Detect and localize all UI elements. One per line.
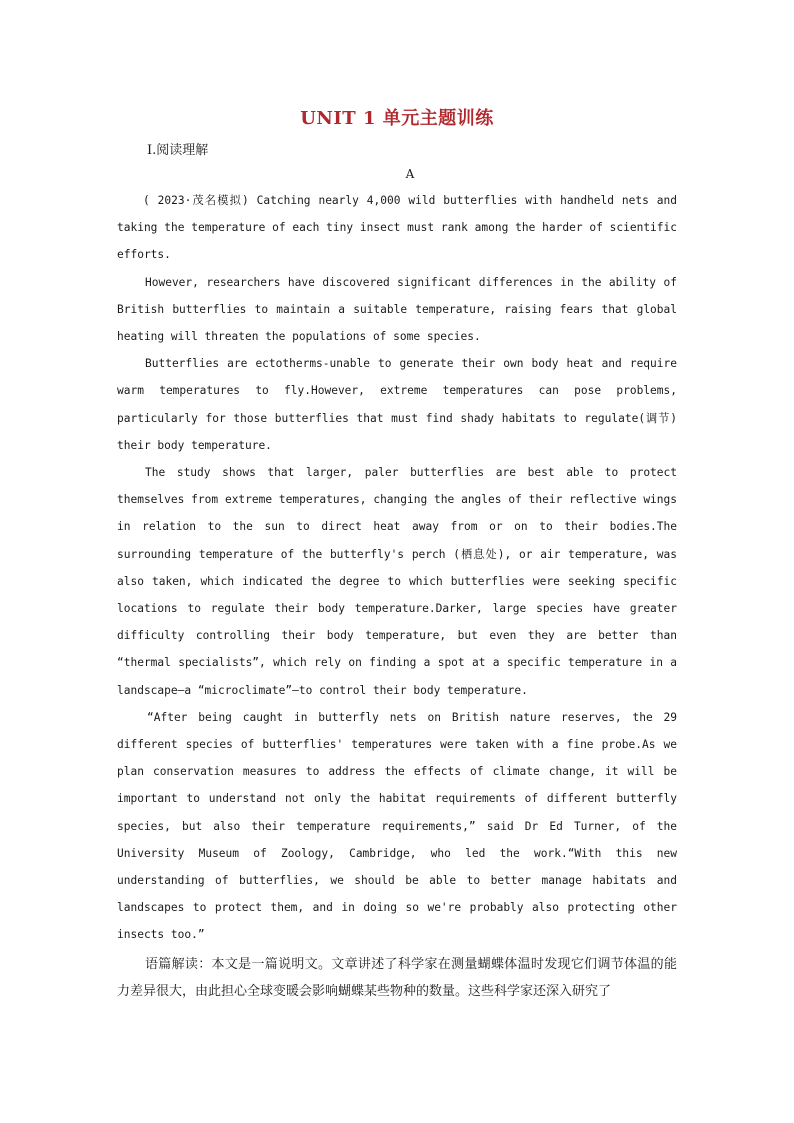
paragraph-4: The study shows that larger, paler butterflies are best able to protect themselves from extreme temperatures, changing the angles of their reflective wings in relation to the sun to direct heat away from or on to their bodies.The surrounding temperature of the butterfly's perch (栖息处), or air temperature, was also taken, which indicated the degree to which butterflies were seeking specific locations to regulate their body temperature.Darker, large species have greater difficulty controlling their body temperature, but even they are better than “thermal specialists”, which rely on finding a spot at a specific temperature in a landscape—a “microclimate”—to control their body temperature.	[117, 466, 677, 697]
paragraph-2: However, researchers have discovered significant differences in the ability of British butterflies to maintain a suitable temperature, raising fears that global heating will threaten the populations of some species.	[117, 275, 677, 344]
passage-body	[117, 187, 677, 1005]
paragraph-5: “After being caught in butterfly nets on British nature reserves, the 29 different species of butterflies' temperatures were taken with a fine probe.As we plan conservation measures to address the effects of climate change, it will be important to understand not only the habitat requirements of different butterfly species, but also their temperature requirements,” said Dr Ed Turner, of the University Museum of Zoology, Cambridge, who led the work.“With this new understanding of butterflies, we should be able to better manage habitats and landscapes to protect them, and in doing so we're probably also protecting other insects too.”	[117, 710, 677, 942]
paragraph-3: Butterflies are ectotherms-unable to generate their own body heat and require warm temperatures to fly.However, extreme temperatures can pose problems, particularly for those butterflies that must find shady habitats to regulate(调节) their body temperature.	[117, 357, 677, 452]
discourse-analysis: 语篇解读：本文是一篇说明文。文章讲述了科学家在测量蝴蝶体温时发现它们调节体温的能力差异很大，由此担心全球变暖会影响蝴蝶某些物种的数量。这些科学家还深入研究了	[117, 956, 677, 999]
section-heading: Ⅰ.阅读理解	[147, 143, 209, 158]
page-title: UNIT 1 单元主题训练	[300, 108, 494, 129]
passage-label: A	[405, 167, 415, 181]
paragraph-1: ( 2023·茂名模拟) Catching nearly 4,000 wild butterflies with handheld nets and taking the temperature of each tiny insect must rank among the harder of scientific efforts.	[117, 194, 677, 262]
